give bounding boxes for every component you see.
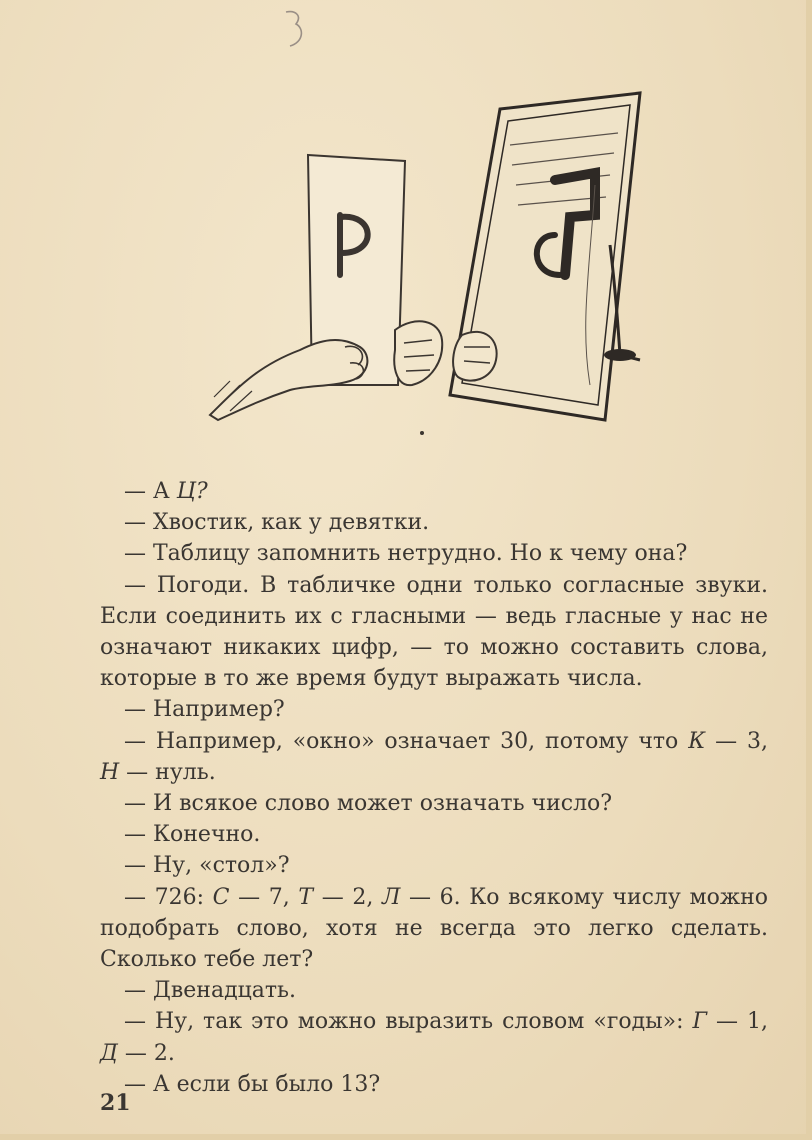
- italic-letter: К: [688, 728, 706, 754]
- dialogue-line: [100, 538, 768, 569]
- text-run: — Например?: [124, 697, 285, 723]
- hand-middle: [394, 321, 442, 385]
- text-run: — Погоди. В табличке одни только согласные звуки. Если соединить их с гласными — ведь гласные у нас не означают никаких цифр, — то можно составить слова, которые в то же время будут выражать числа.: [100, 572, 768, 692]
- hand-left: [210, 340, 367, 420]
- italic-letter: Н: [100, 759, 120, 785]
- italic-letter: Ц?: [176, 479, 208, 504]
- dialogue-line: [100, 975, 768, 1006]
- text-run: — Например, «окно» означает 30, потому что: [124, 728, 689, 754]
- text-run: — 726:: [124, 884, 213, 910]
- text-run: — А если бы было 13?: [124, 1071, 381, 1097]
- dialogue-line: [100, 570, 768, 695]
- text-run: — Двенадцать.: [124, 978, 297, 1004]
- letter-cards-drawing: [200, 85, 670, 440]
- dialogue-line: [100, 1069, 768, 1100]
- italic-letter: Д: [100, 1040, 118, 1066]
- text-run: — 3,: [705, 728, 768, 754]
- dialogue-line: [100, 788, 768, 819]
- left-card: [200, 85, 405, 385]
- text-run: — Ну, «стол»?: [124, 853, 290, 879]
- text-run: — Хвостик, как у девятки.: [124, 510, 430, 536]
- text-block: [100, 476, 768, 1100]
- text-run: — Конечно.: [124, 822, 261, 848]
- text-run: — Ну, так это можно выразить словом «годы»:: [124, 1009, 693, 1035]
- dialogue-line: [100, 882, 768, 976]
- dialogue-line: [100, 507, 768, 538]
- text-run: — Таблицу запомнить нетрудно. Но к чему она?: [124, 541, 688, 567]
- illustration: [200, 85, 670, 440]
- text-run: — И всякое слово может означать число?: [124, 791, 613, 817]
- pencil-mark: [282, 8, 310, 50]
- dialogue-line: [100, 726, 768, 788]
- italic-letter: Т: [298, 884, 314, 910]
- page-number: 21: [100, 1090, 131, 1116]
- dialogue-line: [100, 476, 768, 507]
- text-run: — 2.: [117, 1040, 175, 1066]
- text-run: — 1,: [707, 1009, 768, 1035]
- dialogue-line: [100, 819, 768, 850]
- text-run: — 2,: [313, 884, 382, 910]
- text-run: — А: [124, 479, 177, 504]
- text-run: — нуль.: [119, 759, 216, 785]
- text-run: — 6. Ко всякому числу можно подобрать слово, хотя не всегда это легко сделать. Сколько тебе лет?: [100, 884, 768, 973]
- dialogue-line: [100, 694, 768, 725]
- hand-right: [453, 332, 497, 381]
- italic-letter: Г: [692, 1009, 708, 1035]
- italic-letter: С: [212, 884, 230, 910]
- italic-letter: Л: [381, 884, 401, 910]
- dialogue-line: [100, 1006, 768, 1068]
- dialogue-line: [100, 850, 768, 881]
- text-run: — 7,: [229, 884, 299, 910]
